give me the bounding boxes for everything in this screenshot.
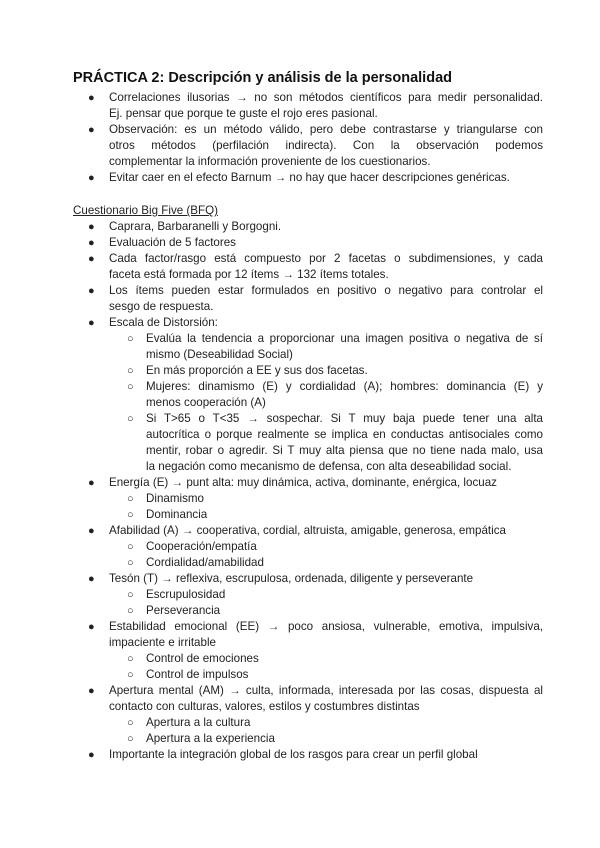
- sub-bullet: ○: [127, 717, 134, 729]
- factor-estabilidad-line-2: impaciente e irritable: [109, 636, 216, 649]
- bullet: ●: [88, 573, 95, 585]
- bullet: ●: [88, 221, 95, 233]
- bullet: ●: [88, 749, 95, 761]
- bullet: ●: [88, 685, 95, 697]
- sub-bullet: ○: [127, 589, 134, 601]
- bullet: ●: [88, 317, 95, 329]
- afabilidad-facet: Cordialidad/amabilidad: [146, 556, 264, 569]
- bullet: ●: [88, 477, 95, 489]
- distortion-sub-1-line-1: Evalúa la tendencia a proporcionar una imagen positiva o negativa de sí: [146, 332, 543, 345]
- estabilidad-facet: Control de impulsos: [146, 668, 249, 681]
- intro-1-line-2: Ej. pensar que porque te guste el rojo eres pasional.: [109, 107, 378, 120]
- bfq-facets-line-1: Cada factor/rasgo está compuesto por 2 facetas o subdimensiones, y cada: [109, 252, 543, 265]
- bfq-authors: Caprara, Barbaranelli y Borgogni.: [109, 220, 282, 233]
- distortion-sub-1-line-2: mismo (Deseabilidad Social): [146, 348, 293, 361]
- distortion-sub-2: En más proporción a EE y sus dos facetas.: [146, 364, 368, 377]
- distortion-sub-4-line-4: la negación como mecanismo de defensa, con alta deseabilidad social.: [146, 460, 512, 473]
- sub-bullet: ○: [127, 413, 134, 425]
- section-heading: Cuestionario Big Five (BFQ): [73, 204, 218, 217]
- distortion-sub-3-line-2: menos cooperación (A): [146, 396, 266, 409]
- factor-afabilidad: Afabilidad (A) → cooperativa, cordial, altruista, amigable, generosa, empática: [109, 524, 506, 537]
- sub-bullet: ○: [127, 557, 134, 569]
- factor-apertura-line-2: contacto con culturas, valores, estilos y costumbres distintas: [109, 700, 420, 713]
- sub-bullet: ○: [127, 493, 134, 505]
- bfq-factors: Evaluación de 5 factores: [109, 236, 236, 249]
- factor-estabilidad-line-1: Estabilidad emocional (EE) → poco ansiosa, vulnerable, emotiva, impulsiva,: [109, 620, 543, 633]
- intro-3-line-1: Evitar caer en el efecto Barnum → no hay que hacer descripciones genéricas.: [109, 171, 510, 184]
- energia-facet: Dinamismo: [146, 492, 204, 505]
- distortion-sub-4-line-2: autocrítica o porque realmente se implica en conductas antisociales como: [146, 428, 543, 441]
- bullet: ●: [88, 92, 95, 104]
- sub-bullet: ○: [127, 333, 134, 345]
- page-title: PRÁCTICA 2: Descripción y análisis de la personalidad: [73, 70, 452, 86]
- intro-2-line-1: Observación: es un método válido, pero debe contrastarse y triangularse con: [109, 123, 543, 136]
- sub-bullet: ○: [127, 509, 134, 521]
- apertura-facet: Apertura a la cultura: [146, 716, 251, 729]
- sub-bullet: ○: [127, 381, 134, 393]
- sub-bullet: ○: [127, 733, 134, 745]
- distortion-sub-4-line-3: mentir, robar o agredir. Si T muy alta piensa que no tiene nada malo, usa: [146, 444, 543, 457]
- teson-facet: Escrupulosidad: [146, 588, 226, 601]
- factor-teson: Tesón (T) → reflexiva, escrupulosa, ordenada, diligente y perseverante: [109, 572, 474, 585]
- sub-bullet: ○: [127, 605, 134, 617]
- global-note: Importante la integración global de los rasgos para crear un perfil global: [109, 748, 478, 761]
- sub-bullet: ○: [127, 653, 134, 665]
- energia-facet: Dominancia: [146, 508, 208, 521]
- afabilidad-facet: Cooperación/empatía: [146, 540, 257, 553]
- bullet: ●: [88, 124, 95, 136]
- intro-2-line-2: otros métodos (perfilación indirecta). Con la observación podemos: [109, 139, 543, 152]
- intro-2-line-3: complementar la información proveniente de los cuestionarios.: [109, 155, 431, 168]
- intro-1-line-1: Correlaciones ilusorias → no son métodos científicos para medir personalidad.: [109, 91, 543, 104]
- sub-bullet: ○: [127, 669, 134, 681]
- bullet: ●: [88, 253, 95, 265]
- sub-bullet: ○: [127, 365, 134, 377]
- teson-facet: Perseverancia: [146, 604, 221, 617]
- distortion-sub-4-line-1: Si T>65 o T<35 → sospechar. Si T muy baja puede tener una alta: [146, 412, 543, 425]
- bfq-facets-line-2: faceta está formada por 12 ítems → 132 ítems totales.: [109, 268, 389, 281]
- apertura-facet: Apertura a la experiencia: [146, 732, 275, 745]
- sub-bullet: ○: [127, 541, 134, 553]
- bullet: ●: [88, 525, 95, 537]
- estabilidad-facet: Control de emociones: [146, 652, 259, 665]
- bullet: ●: [88, 621, 95, 633]
- bfq-items-line-1: Los ítems pueden estar formulados en positivo o negativo para controlar el: [109, 284, 543, 297]
- bullet: ●: [88, 237, 95, 249]
- factor-energia: Energía (E) → punt alta: muy dinámica, activa, dominante, enérgica, locuaz: [109, 476, 497, 489]
- bfq-distortion: Escala de Distorsión:: [109, 316, 218, 329]
- factor-apertura-line-1: Apertura mental (AM) → culta, informada, interesada por las cosas, dispuesta al: [109, 684, 543, 697]
- bullet: ●: [88, 285, 95, 297]
- bfq-items-line-2: sesgo de respuesta.: [109, 300, 214, 313]
- bullet: ●: [88, 172, 95, 184]
- distortion-sub-3-line-1: Mujeres: dinamismo (E) y cordialidad (A); hombres: dominancia (E) y: [146, 380, 543, 393]
